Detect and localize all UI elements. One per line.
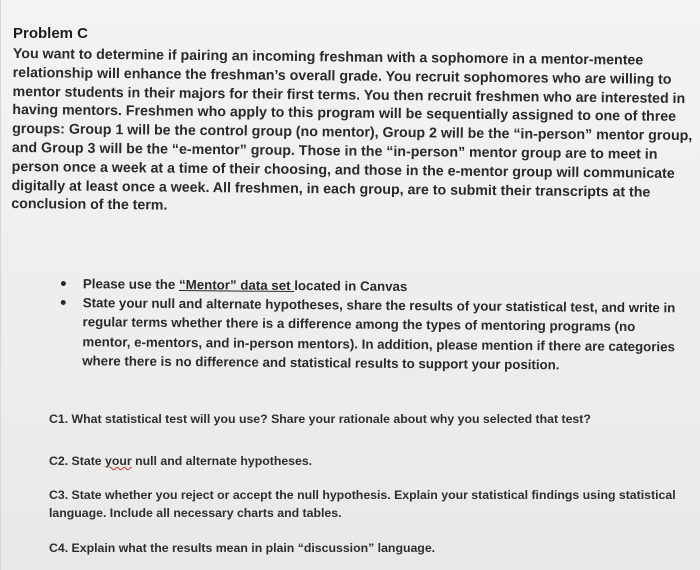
bullet-dataset-prefix: Please use the: [82, 276, 180, 293]
instruction-list: [60, 274, 676, 375]
question-c2: [49, 454, 312, 468]
question-c1: C1. What statistical test will you use? Share your rationale about why you selected that test?: [49, 412, 591, 426]
question-c3: C3. State whether you reject or accept the null hypothesis. Explain your statistical findings using statistical language. Include all necessary charts and tables.: [49, 488, 676, 520]
bullet-dataset-suffix: located in Canvas: [294, 278, 408, 295]
bullet-hypotheses: State your null and alternate hypotheses, share the results of your statistical test, and write in regular terms whether there is a difference among the types of mentoring programs (no mentor, e-mentors, and in-person mentors). In addition, please mention if there are categories where there is no difference and statistical results to support your position.: [60, 293, 676, 375]
intro-paragraph: You want to determine if pairing an incoming freshman with a sophomore in a mentor-mentee relationship will enhance the freshman’s overall grade. You recruit sophomores who are willing to mentor students in their majors for their first terms. You then recruit freshmen who are interested in having mentors. Freshmen who apply to this program will be sequentially assigned to one of three groups: Group 1 will be the control group (no mentor), Group 2 will be the “in-person” mentor group, and Group 3 will be the “e-mentor” group. Those in the “in-person” mentor group are to meet in person once a week at a time of their choosing, and those in the e-mentor group will communicate digitally at least once a week. All freshmen, in each group, are to submit their transcripts at the conclusion of the term.: [11, 45, 693, 215]
question-c4: C4. Explain what the results mean in plain “discussion” language.: [49, 541, 436, 555]
problem-title: Problem C: [13, 25, 89, 42]
question-c2-prefix: C2. State: [49, 454, 106, 468]
question-c2-suffix: null and alternate hypotheses.: [131, 454, 313, 468]
mentor-dataset-link[interactable]: “Mentor” data set: [178, 277, 295, 294]
spellcheck-flagged-word: your: [105, 454, 132, 468]
